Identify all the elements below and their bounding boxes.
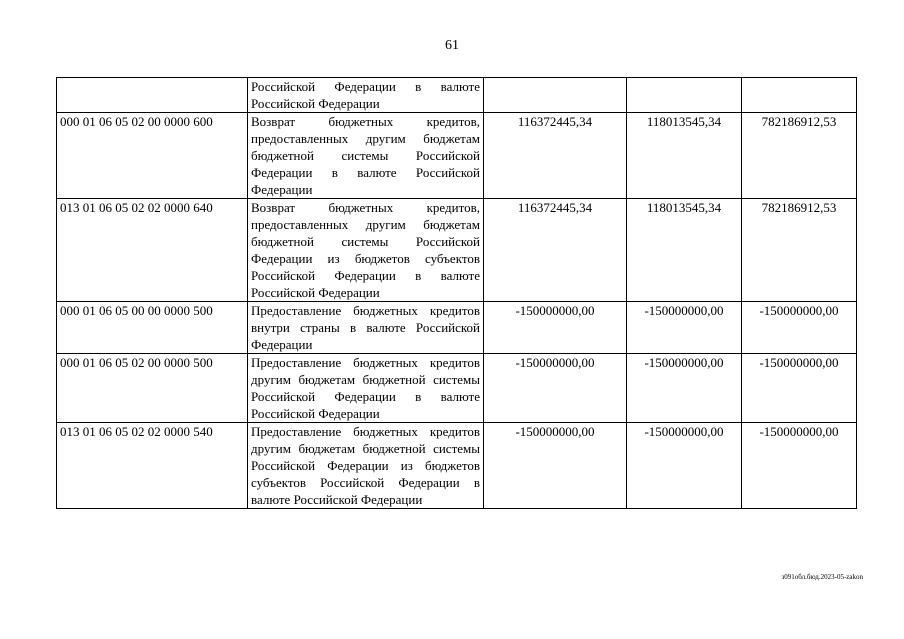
table-row xyxy=(57,302,857,354)
budget-code-cell: 000 01 06 05 00 00 0000 500 xyxy=(57,302,248,354)
amount-year1-cell: -150000000,00 xyxy=(484,354,627,423)
page-number: 61 xyxy=(445,38,459,53)
budget-name-cell: Возврат бюджетных кредитов, предоставленных другим бюджетам бюджетной системы Российской Федерации в валюте Российской Федерации xyxy=(248,113,484,199)
amount-year3-cell: -150000000,00 xyxy=(742,302,857,354)
table-row xyxy=(57,199,857,302)
budget-code-cell: 013 01 06 05 02 02 0000 540 xyxy=(57,423,248,509)
amount-year1-cell xyxy=(484,78,627,113)
table-row xyxy=(57,354,857,423)
budget-name-cell: Возврат бюджетных кредитов, предоставленных другим бюджетам бюджетной системы Российской Федерации из бюджетов субъектов Российской Федерации в валюте Российской Федерации xyxy=(248,199,484,302)
table-row xyxy=(57,78,857,113)
amount-year3-cell xyxy=(742,78,857,113)
amount-year3-cell: 782186912,53 xyxy=(742,199,857,302)
file-reference-footer: з091обл.бюд.2023-05-zakon xyxy=(781,573,863,581)
budget-code-cell xyxy=(57,78,248,113)
amount-year1-cell: 116372445,34 xyxy=(484,113,627,199)
budget-code-cell: 000 01 06 05 02 00 0000 500 xyxy=(57,354,248,423)
budget-name-cell: Предоставление бюджетных кредитов другим бюджетам бюджетной системы Российской Федерации в валюте Российской Федерации xyxy=(248,354,484,423)
amount-year2-cell xyxy=(627,78,742,113)
table-row xyxy=(57,113,857,199)
budget-name-cell: Российской Федерации в валюте Российской Федерации xyxy=(248,78,484,113)
budget-name-cell: Предоставление бюджетных кредитов внутри страны в валюте Российской Федерации xyxy=(248,302,484,354)
budget-sources-table xyxy=(56,77,857,509)
amount-year3-cell: 782186912,53 xyxy=(742,113,857,199)
amount-year1-cell: -150000000,00 xyxy=(484,423,627,509)
amount-year2-cell: 118013545,34 xyxy=(627,113,742,199)
amount-year2-cell: -150000000,00 xyxy=(627,354,742,423)
amount-year2-cell: -150000000,00 xyxy=(627,423,742,509)
budget-code-cell: 000 01 06 05 02 00 0000 600 xyxy=(57,113,248,199)
amount-year2-cell: 118013545,34 xyxy=(627,199,742,302)
budget-name-cell: Предоставление бюджетных кредитов другим бюджетам бюджетной системы Российской Федерации из бюджетов субъектов Российской Федерации в валюте Российской Федерации xyxy=(248,423,484,509)
amount-year3-cell: -150000000,00 xyxy=(742,354,857,423)
table-row xyxy=(57,423,857,509)
amount-year3-cell: -150000000,00 xyxy=(742,423,857,509)
amount-year2-cell: -150000000,00 xyxy=(627,302,742,354)
budget-code-cell: 013 01 06 05 02 02 0000 640 xyxy=(57,199,248,302)
amount-year1-cell: 116372445,34 xyxy=(484,199,627,302)
amount-year1-cell: -150000000,00 xyxy=(484,302,627,354)
